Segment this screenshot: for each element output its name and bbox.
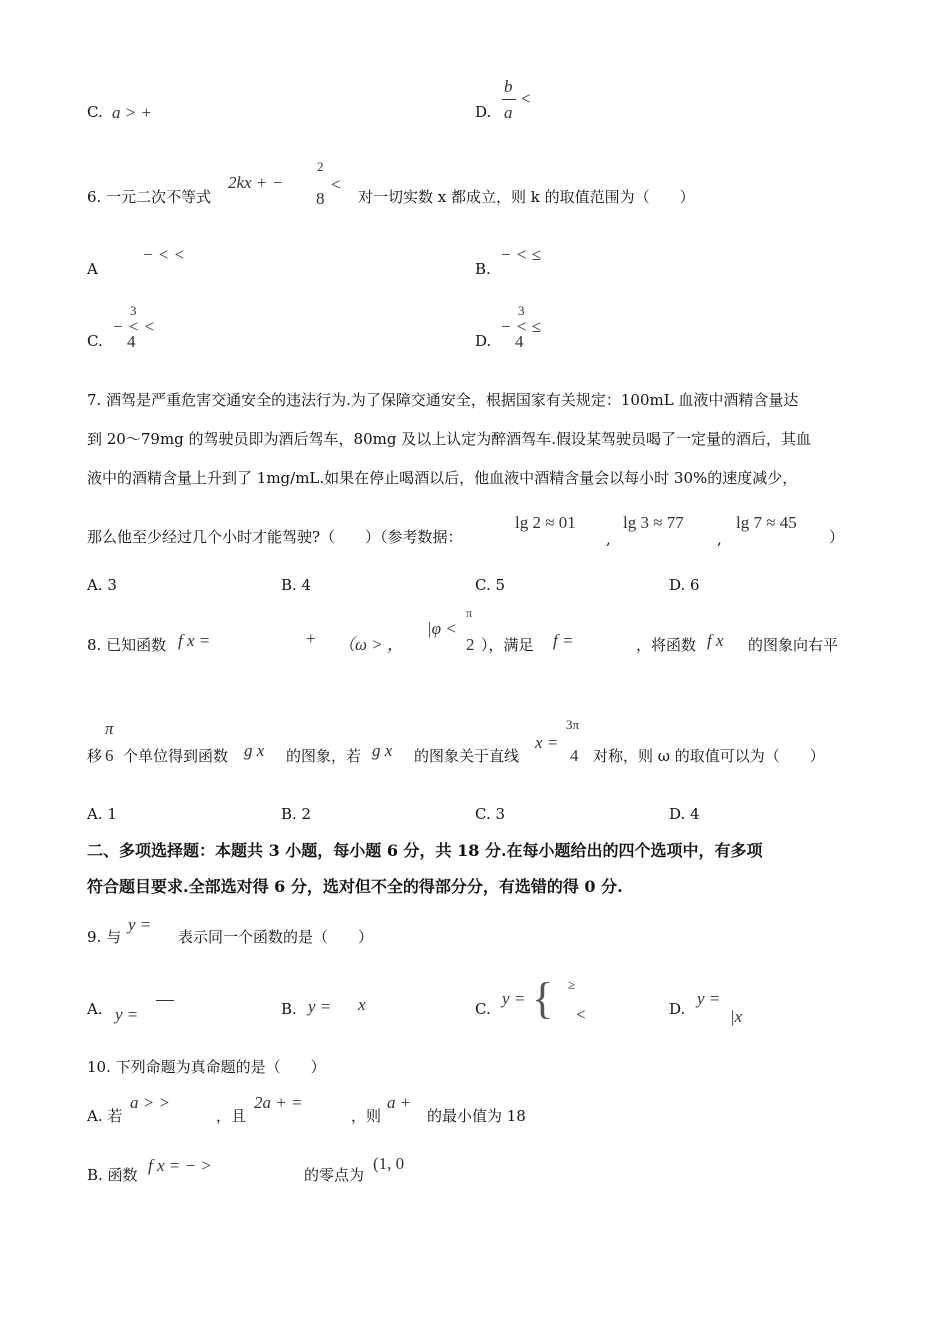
q7-reference-lg3: lg 3 ≈ 77 bbox=[623, 513, 684, 532]
q8-function-f: f x = bbox=[178, 631, 211, 650]
q5-option-d-numerator: b bbox=[504, 77, 513, 96]
q5-option-c-label: C. bbox=[87, 103, 103, 121]
q8-move-prefix: ，将函数 bbox=[636, 636, 697, 654]
q8-six: 6 bbox=[105, 746, 114, 765]
q8-phi-condition: |φ < bbox=[427, 619, 457, 638]
q7-line-2: 到 20～79mg 的驾驶员即为酒后驾车，80mg 及以上认定为醉酒驾车.假设某驾驶员喝了一定量的酒后，其血 bbox=[87, 430, 811, 448]
q7-close-paren: ） bbox=[829, 528, 845, 546]
q6-option-b-label: B. bbox=[475, 260, 491, 278]
q8-omega-condition: （ω > ， bbox=[338, 635, 404, 654]
q6-math-less-than: < bbox=[331, 175, 341, 194]
q10-option-b-label: B. 函数 bbox=[87, 1166, 138, 1184]
q8-f-value: f = bbox=[553, 631, 574, 650]
q7-option-c: C. 5 bbox=[475, 576, 506, 594]
q7-option-a: A. 3 bbox=[87, 576, 117, 594]
q5-option-d-fraction-bar bbox=[502, 99, 516, 100]
q9-option-d-math: y = bbox=[697, 989, 721, 1008]
q10-option-a-and: ，且 bbox=[216, 1107, 247, 1125]
q9-option-d-label: D. bbox=[669, 1000, 686, 1018]
q10-option-a-math-3: a + bbox=[387, 1093, 412, 1112]
q10-option-a-label: A. 若 bbox=[87, 1107, 123, 1125]
q6-option-d-math: − < ≤ bbox=[500, 317, 541, 336]
q10-option-a-math-1: a > > bbox=[130, 1093, 170, 1112]
q5-option-d-label: D. bbox=[475, 103, 492, 121]
q8-function-g-again: g x bbox=[372, 741, 393, 760]
q8-line2-prefix: 移 bbox=[87, 747, 103, 765]
q6-math-superscript: 2 bbox=[317, 159, 324, 174]
q10-option-a-then: ，则 bbox=[351, 1107, 382, 1125]
q10-stem: 10. 下列命题为真命题的是（ ） bbox=[87, 1058, 326, 1076]
q7-option-d: D. 6 bbox=[669, 576, 700, 594]
q7-option-b: B. 4 bbox=[281, 576, 312, 594]
q10-option-a-math-2: 2a + = bbox=[254, 1093, 303, 1112]
q7-comma-1: , bbox=[606, 530, 611, 548]
q5-option-d-relation: < bbox=[521, 89, 531, 108]
q6-option-b-math: − < ≤ bbox=[500, 245, 541, 264]
q6-option-c-math: − < < bbox=[112, 317, 155, 336]
q6-option-c-label: C. bbox=[87, 332, 103, 350]
q6-option-c-superscript: 3 bbox=[130, 303, 137, 318]
q9-option-c-brace: { bbox=[532, 974, 554, 1023]
q6-math-expression: 2kx + − bbox=[228, 173, 284, 192]
q9-option-b-math: y = bbox=[308, 997, 332, 1016]
q8-option-c: C. 3 bbox=[475, 805, 506, 823]
q9-option-c-label: C. bbox=[475, 1000, 491, 1018]
q8-phi-superscript: π bbox=[466, 606, 473, 620]
q10-option-a-end: 的最小值为 18 bbox=[427, 1107, 526, 1125]
q9-option-b-x: x bbox=[358, 995, 366, 1014]
q8-line2-a: 个单位得到函数 bbox=[123, 747, 229, 765]
q6-option-a-math: − < < bbox=[142, 245, 185, 264]
q9-prefix: 9. 与 bbox=[87, 928, 122, 946]
q7-reference-lg7: lg 7 ≈ 45 bbox=[736, 513, 797, 532]
q9-y-equals: y = bbox=[128, 915, 152, 934]
q8-phi-denominator: 2 bbox=[466, 635, 475, 654]
q8-option-b: B. 2 bbox=[281, 805, 312, 823]
q10-option-b-zero: 的零点为 bbox=[304, 1166, 365, 1184]
q8-move-suffix: 的图象向右平 bbox=[748, 636, 839, 654]
q6-option-c-denominator: 4 bbox=[127, 332, 136, 351]
q7-line-4: 那么他至少经过几个小时才能驾驶?（ ）（参考数据： bbox=[87, 528, 463, 546]
q9-option-a-fraction-bar bbox=[156, 1000, 174, 1001]
q10-option-b-math-2: (1, 0 bbox=[373, 1154, 405, 1173]
q7-line-1: 7. 酒驾是严重危害交通安全的违法行为.为了保障交通安全，根据国家有关规定：100mL 血液中酒精含量达 bbox=[87, 391, 799, 409]
q8-line2-c: 的图象关于直线 bbox=[414, 747, 520, 765]
q7-comma-2: , bbox=[717, 530, 722, 548]
q9-option-c-ge: ≥ bbox=[568, 977, 576, 992]
q6-option-d-label: D. bbox=[475, 332, 492, 350]
section2-heading-line1: 二、多项选择题：本题共 3 小题，每小题 6 分，共 18 分.在每小题给出的四个选项中，有多项 bbox=[87, 841, 763, 860]
q6-stem-suffix: 对一切实数 x 都成立，则 k 的取值范围为（ ） bbox=[358, 188, 695, 206]
q10-option-b-math-1: f x = − > bbox=[148, 1156, 212, 1175]
q8-x-denominator: 4 bbox=[570, 746, 579, 765]
q8-pi: π bbox=[105, 719, 114, 738]
q8-function-g: g x bbox=[244, 741, 265, 760]
q5-option-d-denominator: a bbox=[504, 103, 513, 122]
q9-option-b-label: B. bbox=[281, 1000, 297, 1018]
q8-option-a: A. 1 bbox=[87, 805, 117, 823]
q9-option-c-math: y = bbox=[502, 989, 526, 1008]
q9-option-d-denominator: |x bbox=[730, 1007, 743, 1026]
q7-line-3: 液中的酒精含量上升到了 1mg/mL.如果在停止喝酒以后，他血液中酒精含量会以每小时 30%的速度减少， bbox=[87, 469, 798, 487]
q9-option-a-label: A. bbox=[87, 1000, 103, 1018]
q8-prefix: 8. 已知函数 bbox=[87, 636, 167, 654]
q8-option-d: D. 4 bbox=[669, 805, 700, 823]
q6-option-d-denominator: 4 bbox=[515, 332, 524, 351]
q7-reference-lg2: lg 2 ≈ 01 bbox=[515, 513, 576, 532]
q8-line2-b: 的图象，若 bbox=[286, 747, 362, 765]
section2-heading-line2: 符合题目要求.全部选对得 6 分，选对但不全的得部分分，有选错的得 0 分. bbox=[87, 877, 623, 896]
q6-option-d-superscript: 3 bbox=[518, 303, 525, 318]
q8-satisfy: ），满足 bbox=[481, 636, 534, 654]
q8-f-function-again: f x bbox=[707, 631, 724, 650]
q8-line2-d: 对称，则 ω 的取值可以为（ ） bbox=[593, 747, 825, 765]
q5-option-c-math: a > + bbox=[112, 103, 152, 122]
q6-stem-prefix: 6. 一元二次不等式 bbox=[87, 188, 212, 206]
q6-math-denominator: 8 bbox=[316, 189, 325, 208]
q9-option-a-math: y = bbox=[115, 1005, 139, 1024]
q8-function-f-rest: + bbox=[306, 629, 316, 648]
q6-option-a-label: A bbox=[87, 260, 98, 278]
q8-x-superscript: 3π bbox=[566, 717, 580, 732]
q9-option-c-lt: < bbox=[576, 1005, 586, 1024]
q9-suffix: 表示同一个函数的是（ ） bbox=[178, 928, 374, 946]
q8-x-equals: x = bbox=[535, 733, 559, 752]
